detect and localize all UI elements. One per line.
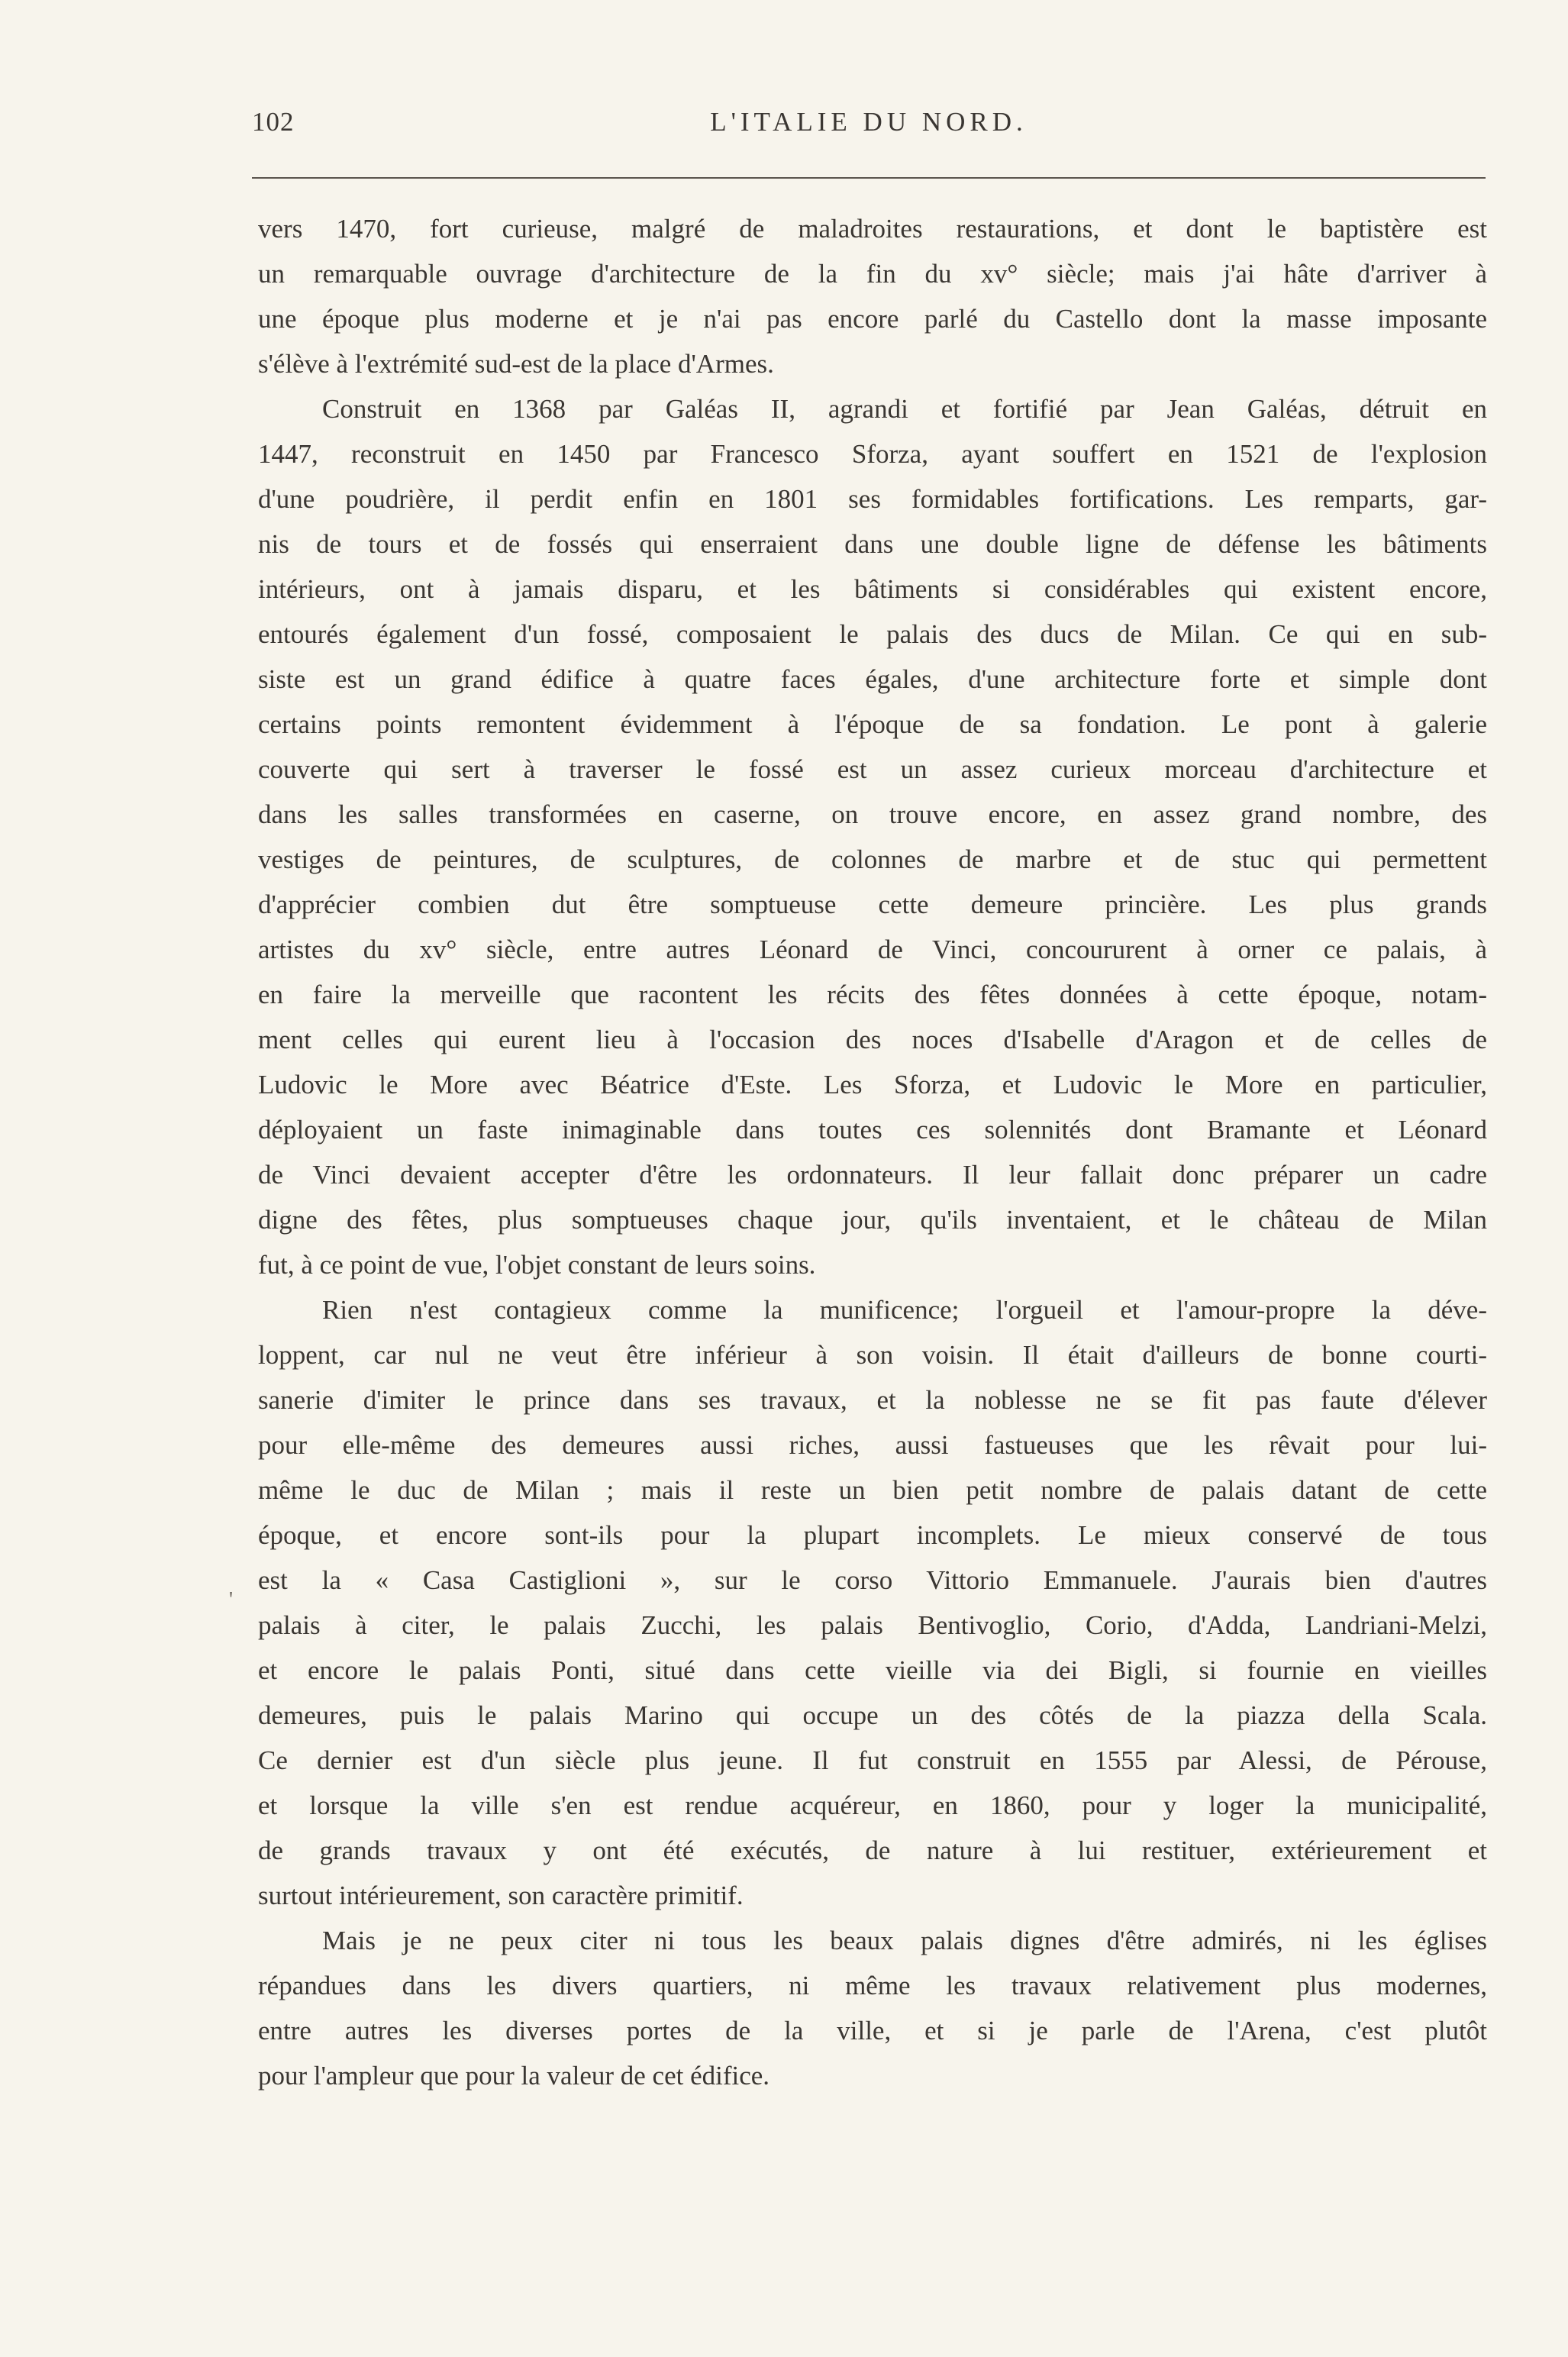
text-line: est la « Casa Castiglioni », sur le corso Vittorio Emmanuele. J'aurais bien d'autres	[258, 1565, 1487, 1595]
text-line: époque, et encore sont-ils pour la plupart incomplets. Le mieux conservé de tous	[258, 1520, 1487, 1550]
text-line: couverte qui sert à traverser le fossé est un assez curieux morceau d'architecture et	[258, 754, 1487, 784]
text-line: vestiges de peintures, de sculptures, de colonnes de marbre et de stuc qui permettent	[258, 844, 1487, 874]
body-text	[258, 206, 1487, 2098]
text-line: de grands travaux y ont été exécutés, de nature à lui restituer, extérieurement et	[258, 1836, 1487, 1865]
text-line: certains points remontent évidemment à l'époque de sa fondation. Le pont à galerie	[258, 709, 1487, 739]
text-line: siste est un grand édifice à quatre faces égales, d'une architecture forte et simple dont	[258, 664, 1487, 694]
text-line: d'apprécier combien dut être somptueuse cette demeure princière. Les plus grands	[258, 890, 1487, 919]
text-line: de Vinci devaient accepter d'être les ordonnateurs. Il leur fallait donc préparer un cadre	[258, 1160, 1487, 1190]
text-line: s'élève à l'extrémité sud-est de la place d'Armes.	[258, 349, 774, 379]
text-line: Mais je ne peux citer ni tous les beaux palais dignes d'être admirés, ni les églises	[322, 1926, 1487, 1955]
page-number: 102	[252, 107, 295, 137]
text-line: en faire la merveille que racontent les récits des fêtes données à cette époque, notam-	[258, 980, 1487, 1009]
text-line: répandues dans les divers quartiers, ni même les travaux relativement plus modernes,	[258, 1971, 1487, 2000]
text-line: loppent, car nul ne veut être inférieur à son voisin. Il était d'ailleurs de bonne courti-	[258, 1340, 1487, 1370]
running-title: L'ITALIE DU NORD.	[710, 107, 1028, 137]
text-line: ment celles qui eurent lieu à l'occasion des noces d'Isabelle d'Aragon et de celles de	[258, 1025, 1487, 1054]
text-line: un remarquable ouvrage d'architecture de la fin du xv° siècle; mais j'ai hâte d'arriver à	[258, 259, 1487, 289]
text-line: 1447, reconstruit en 1450 par Francesco Sforza, ayant souffert en 1521 de l'explosion	[258, 439, 1487, 469]
text-line: pour l'ampleur que pour la valeur de cet édifice.	[258, 2061, 770, 2091]
text-line: digne des fêtes, plus somptueuses chaque jour, qu'ils inventaient, et le château de Milan	[258, 1205, 1487, 1235]
text-line: une époque plus moderne et je n'ai pas encore parlé du Castello dont la masse imposante	[258, 304, 1487, 334]
text-line: entre autres les diverses portes de la ville, et si je parle de l'Arena, c'est plutôt	[258, 2016, 1487, 2045]
text-line: Ludovic le More avec Béatrice d'Este. Les Sforza, et Ludovic le More en particulier,	[258, 1070, 1487, 1099]
text-line: dans les salles transformées en caserne, on trouve encore, en assez grand nombre, des	[258, 799, 1487, 829]
text-line: Construit en 1368 par Galéas II, agrandi et fortifié par Jean Galéas, détruit en	[322, 394, 1487, 424]
text-line: Ce dernier est d'un siècle plus jeune. Il fut construit en 1555 par Alessi, de Pérouse,	[258, 1745, 1487, 1775]
text-line: intérieurs, ont à jamais disparu, et les bâtiments si considérables qui existent encore,	[258, 574, 1487, 604]
text-line: fut, à ce point de vue, l'objet constant de leurs soins.	[258, 1250, 816, 1280]
text-line: entourés également d'un fossé, composaient le palais des ducs de Milan. Ce qui en sub-	[258, 619, 1487, 649]
text-line: d'une poudrière, il perdit enfin en 1801 ses formidables fortifications. Les remparts, gar-	[258, 484, 1487, 514]
page-header	[252, 107, 1486, 145]
text-line: vers 1470, fort curieuse, malgré de maladroites restaurations, et dont le baptistère est	[258, 214, 1487, 244]
margin-mark: '	[229, 1588, 234, 1612]
text-line: nis de tours et de fossés qui enserraient dans une double ligne de défense les bâtiments	[258, 529, 1487, 559]
text-line: pour elle-même des demeures aussi riches, aussi fastueuses que les rêvait pour lui-	[258, 1430, 1487, 1460]
text-line: Rien n'est contagieux comme la munificence; l'orgueil et l'amour-propre la déve-	[322, 1295, 1487, 1325]
text-line: surtout intérieurement, son caractère primitif.	[258, 1881, 744, 1910]
text-line: même le duc de Milan ; mais il reste un bien petit nombre de palais datant de cette	[258, 1475, 1487, 1505]
text-line: sanerie d'imiter le prince dans ses travaux, et la noblesse ne se fit pas faute d'élever	[258, 1385, 1487, 1415]
text-line: palais à citer, le palais Zucchi, les palais Bentivoglio, Corio, d'Adda, Landriani-Melzi,	[258, 1610, 1487, 1640]
text-line: demeures, puis le palais Marino qui occupe un des côtés de la piazza della Scala.	[258, 1700, 1487, 1730]
text-line: et encore le palais Ponti, situé dans cette vieille via dei Bigli, si fournie en vieilles	[258, 1655, 1487, 1685]
text-line: et lorsque la ville s'en est rendue acquéreur, en 1860, pour y loger la municipalité,	[258, 1790, 1487, 1820]
text-line: déployaient un faste inimaginable dans toutes ces solennités dont Bramante et Léonard	[258, 1115, 1487, 1145]
text-line: artistes du xv° siècle, entre autres Léonard de Vinci, concoururent à orner ce palais, à	[258, 935, 1487, 964]
header-rule	[252, 177, 1486, 179]
